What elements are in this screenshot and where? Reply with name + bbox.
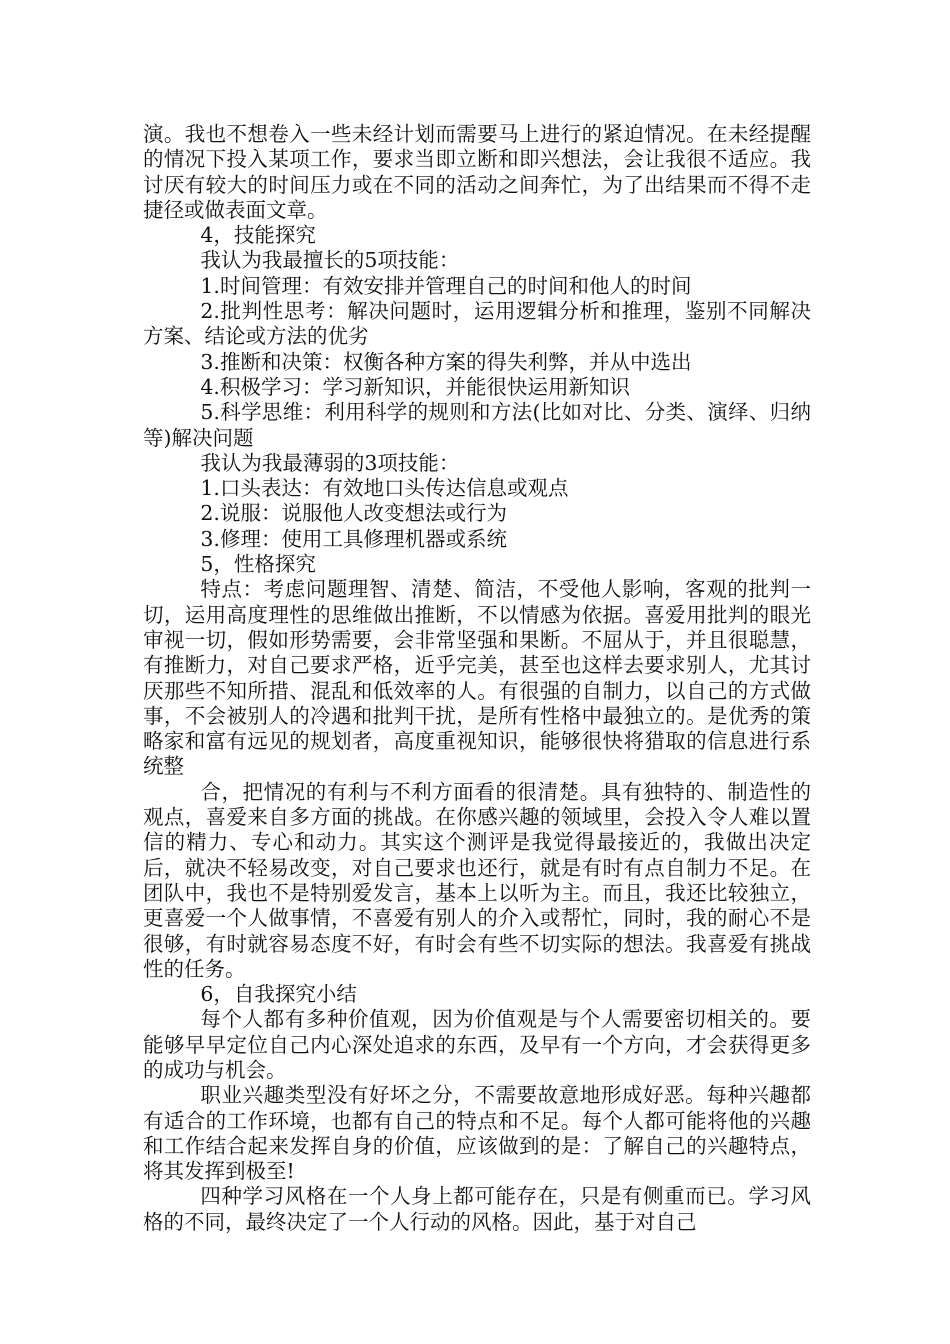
paragraph: 特点：考虑问题理智、清楚、简洁，不受他人影响，客观的批判一切，运用高度理性的思维做出推断，不以情感为依据。喜爱用批判的眼光审视一切，假如形势需要，会非常坚强和果断。不屈从于，并且很聪慧，有推断力，对自己要求严格，近乎完美，甚至也这样去要求别人，尤其讨厌那些不知所措、混乱和低效率的人。有很强的自制力，以自己的方式做事，不会被别人的冷遇和批判干扰，是所有性格中最独立的。是优秀的策略家和富有远见的规划者，高度重视知识，能够很快将猎取的信息进行系统整 [143, 577, 811, 779]
paragraph: 我认为我最擅长的5项技能： [200, 248, 460, 273]
section-heading-skills: 4，技能探究 [200, 223, 316, 248]
list-item: 4.积极学习：学习新知识，并能很快运用新知识 [200, 374, 630, 399]
list-item: 3.修理：使用工具修理机器或系统 [200, 526, 507, 551]
paragraph: 演。我也不想卷入一些未经计划而需要马上进行的紧迫情况。在未经提醒的情况下投入某项工作，要求当即立断和即兴想法，会让我很不适应。我讨厌有较大的时间压力或在不同的活动之间奔忙，为了出结果而不得不走捷径或做表面文章。 [143, 122, 811, 222]
list-item: 3.推断和决策：权衡各种方案的得失利弊，并从中选出 [200, 349, 692, 374]
document-body [143, 122, 811, 1235]
list-item: 2.批判性思考：解决问题时，运用逻辑分析和推理，鉴别不同解决方案、结论或方法的优劣 [143, 299, 811, 349]
section-heading-summary: 6，自我探究小结 [200, 982, 357, 1007]
paragraph: 职业兴趣类型没有好坏之分，不需要故意地形成好恶。每种兴趣都有适合的工作环境，也都有自己的特点和不足。每个人都可能将他的兴趣和工作结合起来发挥自身的价值，应该做到的是：了解自己的兴趣特点，将其发挥到极至! [143, 1083, 811, 1184]
list-item: 5.科学思维：利用科学的规则和方法(比如对比、分类、演绎、归纳等)解决问题 [143, 400, 811, 450]
section-heading-personality: 5，性格探究 [200, 552, 316, 577]
paragraph: 每个人都有多种价值观，因为价值观是与个人需要密切相关的。要能够早早定位自己内心深处追求的东西，及早有一个方向，才会获得更多的成功与机会。 [143, 1007, 811, 1082]
list-item: 2.说服：说服他人改变想法或行为 [200, 501, 507, 526]
paragraph: 四种学习风格在一个人身上都可能存在，只是有侧重而已。学习风格的不同，最终决定了一个人行动的风格。因此，基于对自己 [143, 1184, 811, 1234]
list-item: 1.时间管理：有效安排并管理自己的时间和他人的时间 [200, 273, 692, 298]
paragraph: 合，把情况的有利与不利方面看的很清楚。具有独特的、制造性的观点，喜爱来自多方面的挑战。在你感兴趣的领域里，会投入令人难以置信的精力、专心和动力。其实这个测评是我觉得最接近的，我做出决定后，就决不轻易改变，对自己要求也还行，就是有时有点自制力不足。在团队中，我也不是特别爱发言，基本上以听为主。而且，我还比较独立，更喜爱一个人做事情，不喜爱有别人的介入或帮忙，同时，我的耐心不是很够，有时就容易态度不好，有时会有些不切实际的想法。我喜爱有挑战性的任务。 [143, 779, 811, 981]
paragraph: 我认为我最薄弱的3项技能： [200, 450, 460, 475]
list-item: 1.口头表达：有效地口头传达信息或观点 [200, 476, 569, 501]
